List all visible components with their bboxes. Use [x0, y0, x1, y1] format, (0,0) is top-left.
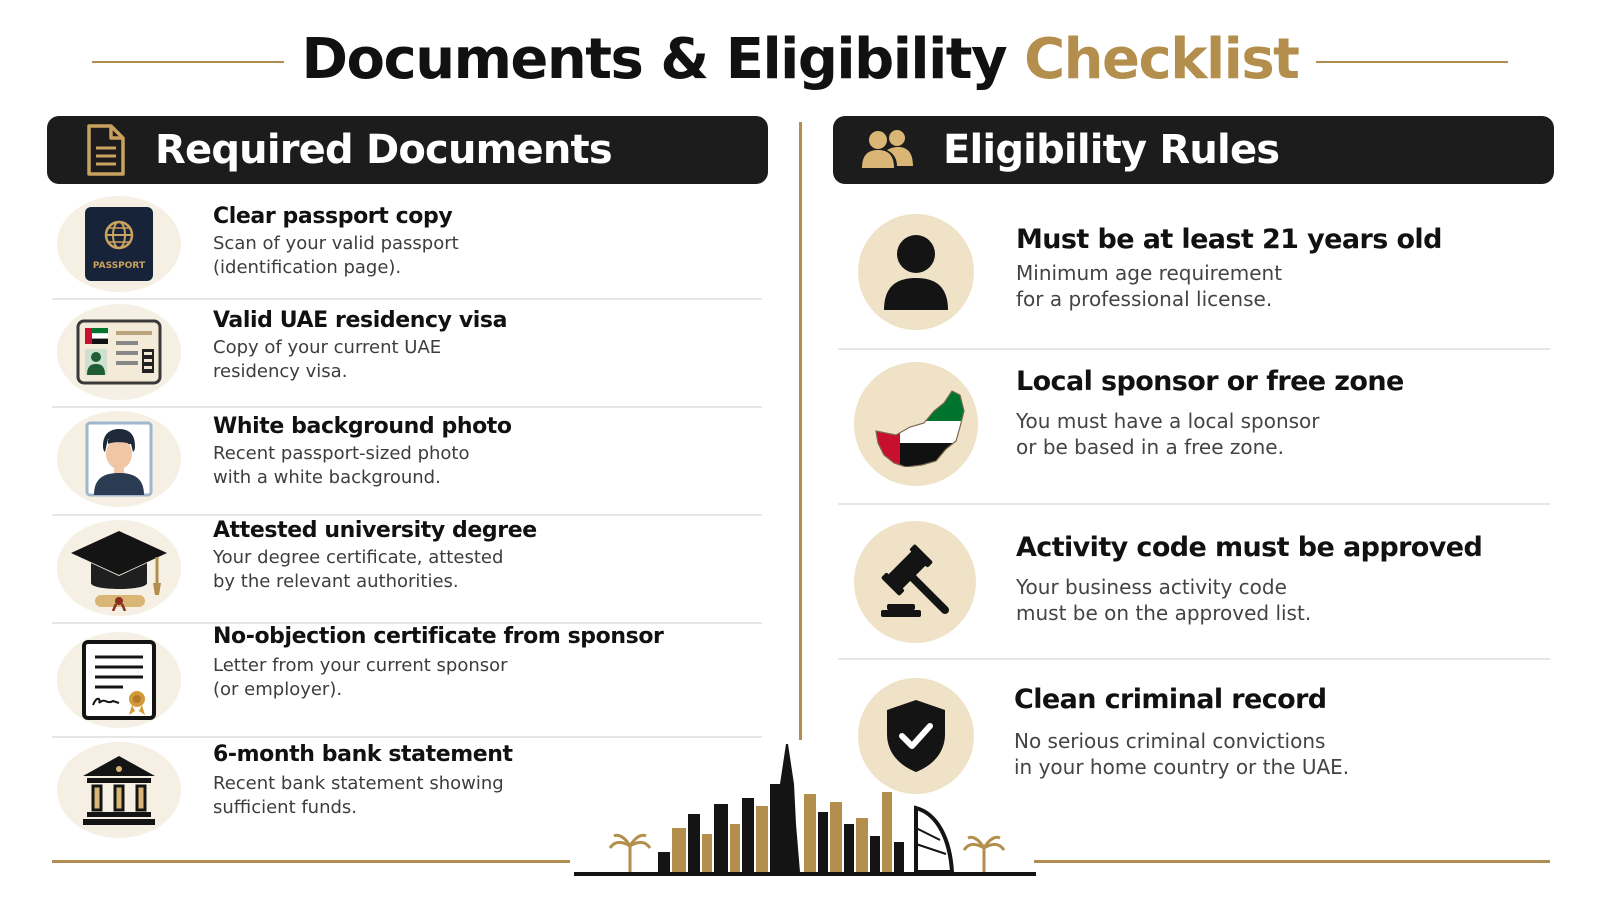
document-description-line: sufficient funds. — [213, 797, 358, 818]
document-description-line: Recent bank statement showing — [213, 773, 504, 794]
bank-icon — [57, 742, 181, 838]
portrait-photo-icon — [57, 411, 181, 507]
document-item — [52, 516, 762, 622]
dubai-skyline-icon — [574, 744, 1036, 890]
document-description-line: residency visa. — [213, 361, 348, 382]
document-description-line: Letter from your current sponsor — [213, 655, 508, 676]
rule-title: Must be at least 21 years old — [1016, 224, 1442, 255]
document-description-line: Copy of your current UAE — [213, 337, 442, 358]
document-description — [213, 442, 633, 490]
rule-title: Local sponsor or free zone — [1016, 366, 1404, 397]
users-icon — [857, 120, 917, 180]
passport-icon — [57, 196, 181, 292]
rule-title: Activity code must be approved — [1016, 532, 1483, 563]
footer-rule-right — [1034, 860, 1550, 863]
rule-description-line: Your business activity code — [1016, 575, 1287, 599]
rule-description — [1016, 408, 1436, 460]
person-icon — [858, 214, 974, 330]
document-title: Attested university degree — [213, 518, 537, 543]
certificate-icon — [57, 632, 181, 728]
document-description-line: (or employer). — [213, 679, 343, 700]
document-item — [52, 300, 762, 404]
residency-visa-card-icon — [57, 304, 181, 400]
passport-icon-label: PASSPORT — [92, 261, 146, 271]
document-title: 6-month bank statement — [213, 742, 513, 767]
document-description — [213, 772, 633, 820]
uae-map-flag-icon — [854, 362, 978, 486]
rule-description-line: No serious criminal convictions — [1014, 729, 1326, 753]
document-description-line: (identification page). — [213, 257, 402, 278]
separator — [838, 503, 1550, 505]
document-icon — [75, 120, 135, 180]
rule-description — [1016, 260, 1436, 312]
document-description-line: by the relevant authorities. — [213, 571, 459, 592]
rule-description-line: for a professional license. — [1016, 287, 1273, 311]
rule-description-line: Minimum age requirement — [1016, 261, 1283, 285]
required-documents-header — [47, 116, 768, 184]
graduation-cap-icon — [57, 520, 181, 616]
document-description-line: with a white background. — [213, 467, 441, 488]
required-documents-title: Required Documents — [155, 127, 612, 173]
document-title: No-objection certificate from sponsor — [213, 624, 664, 649]
document-description — [213, 546, 633, 594]
rule-description-line: or be based in a free zone. — [1016, 435, 1284, 459]
separator — [838, 348, 1550, 350]
rule-item — [838, 518, 1554, 656]
rule-description-line: must be on the approved list. — [1016, 601, 1312, 625]
document-title: Valid UAE residency visa — [213, 308, 508, 333]
gavel-icon — [854, 521, 976, 643]
document-description-line: Your degree certificate, attested — [213, 547, 504, 568]
document-description — [213, 232, 633, 280]
page-title-accent: Checklist — [1024, 27, 1299, 92]
document-item — [52, 194, 762, 296]
rule-description — [1014, 728, 1434, 780]
document-title: White background photo — [213, 414, 512, 439]
document-item — [52, 624, 762, 736]
page-title — [0, 18, 1600, 102]
document-item — [52, 408, 762, 514]
eligibility-rules-header — [833, 116, 1554, 184]
rule-title: Clean criminal record — [1014, 684, 1327, 715]
document-description-line: Scan of your valid passport — [213, 233, 459, 254]
footer-rule-left — [52, 860, 570, 863]
document-title: Clear passport copy — [213, 204, 453, 229]
rule-description-line: in your home country or the UAE. — [1014, 755, 1350, 779]
separator — [838, 658, 1550, 660]
document-description-line: Recent passport-sized photo — [213, 443, 470, 464]
rule-description — [1016, 574, 1436, 626]
eligibility-rules-title: Eligibility Rules — [943, 127, 1280, 173]
document-description — [213, 336, 633, 384]
page-title-main: Documents & Eligibility — [301, 27, 1007, 92]
column-divider — [799, 122, 802, 740]
rule-item — [838, 210, 1554, 344]
document-description — [213, 654, 633, 702]
rule-description-line: You must have a local sponsor — [1016, 409, 1320, 433]
rule-item — [838, 360, 1554, 498]
